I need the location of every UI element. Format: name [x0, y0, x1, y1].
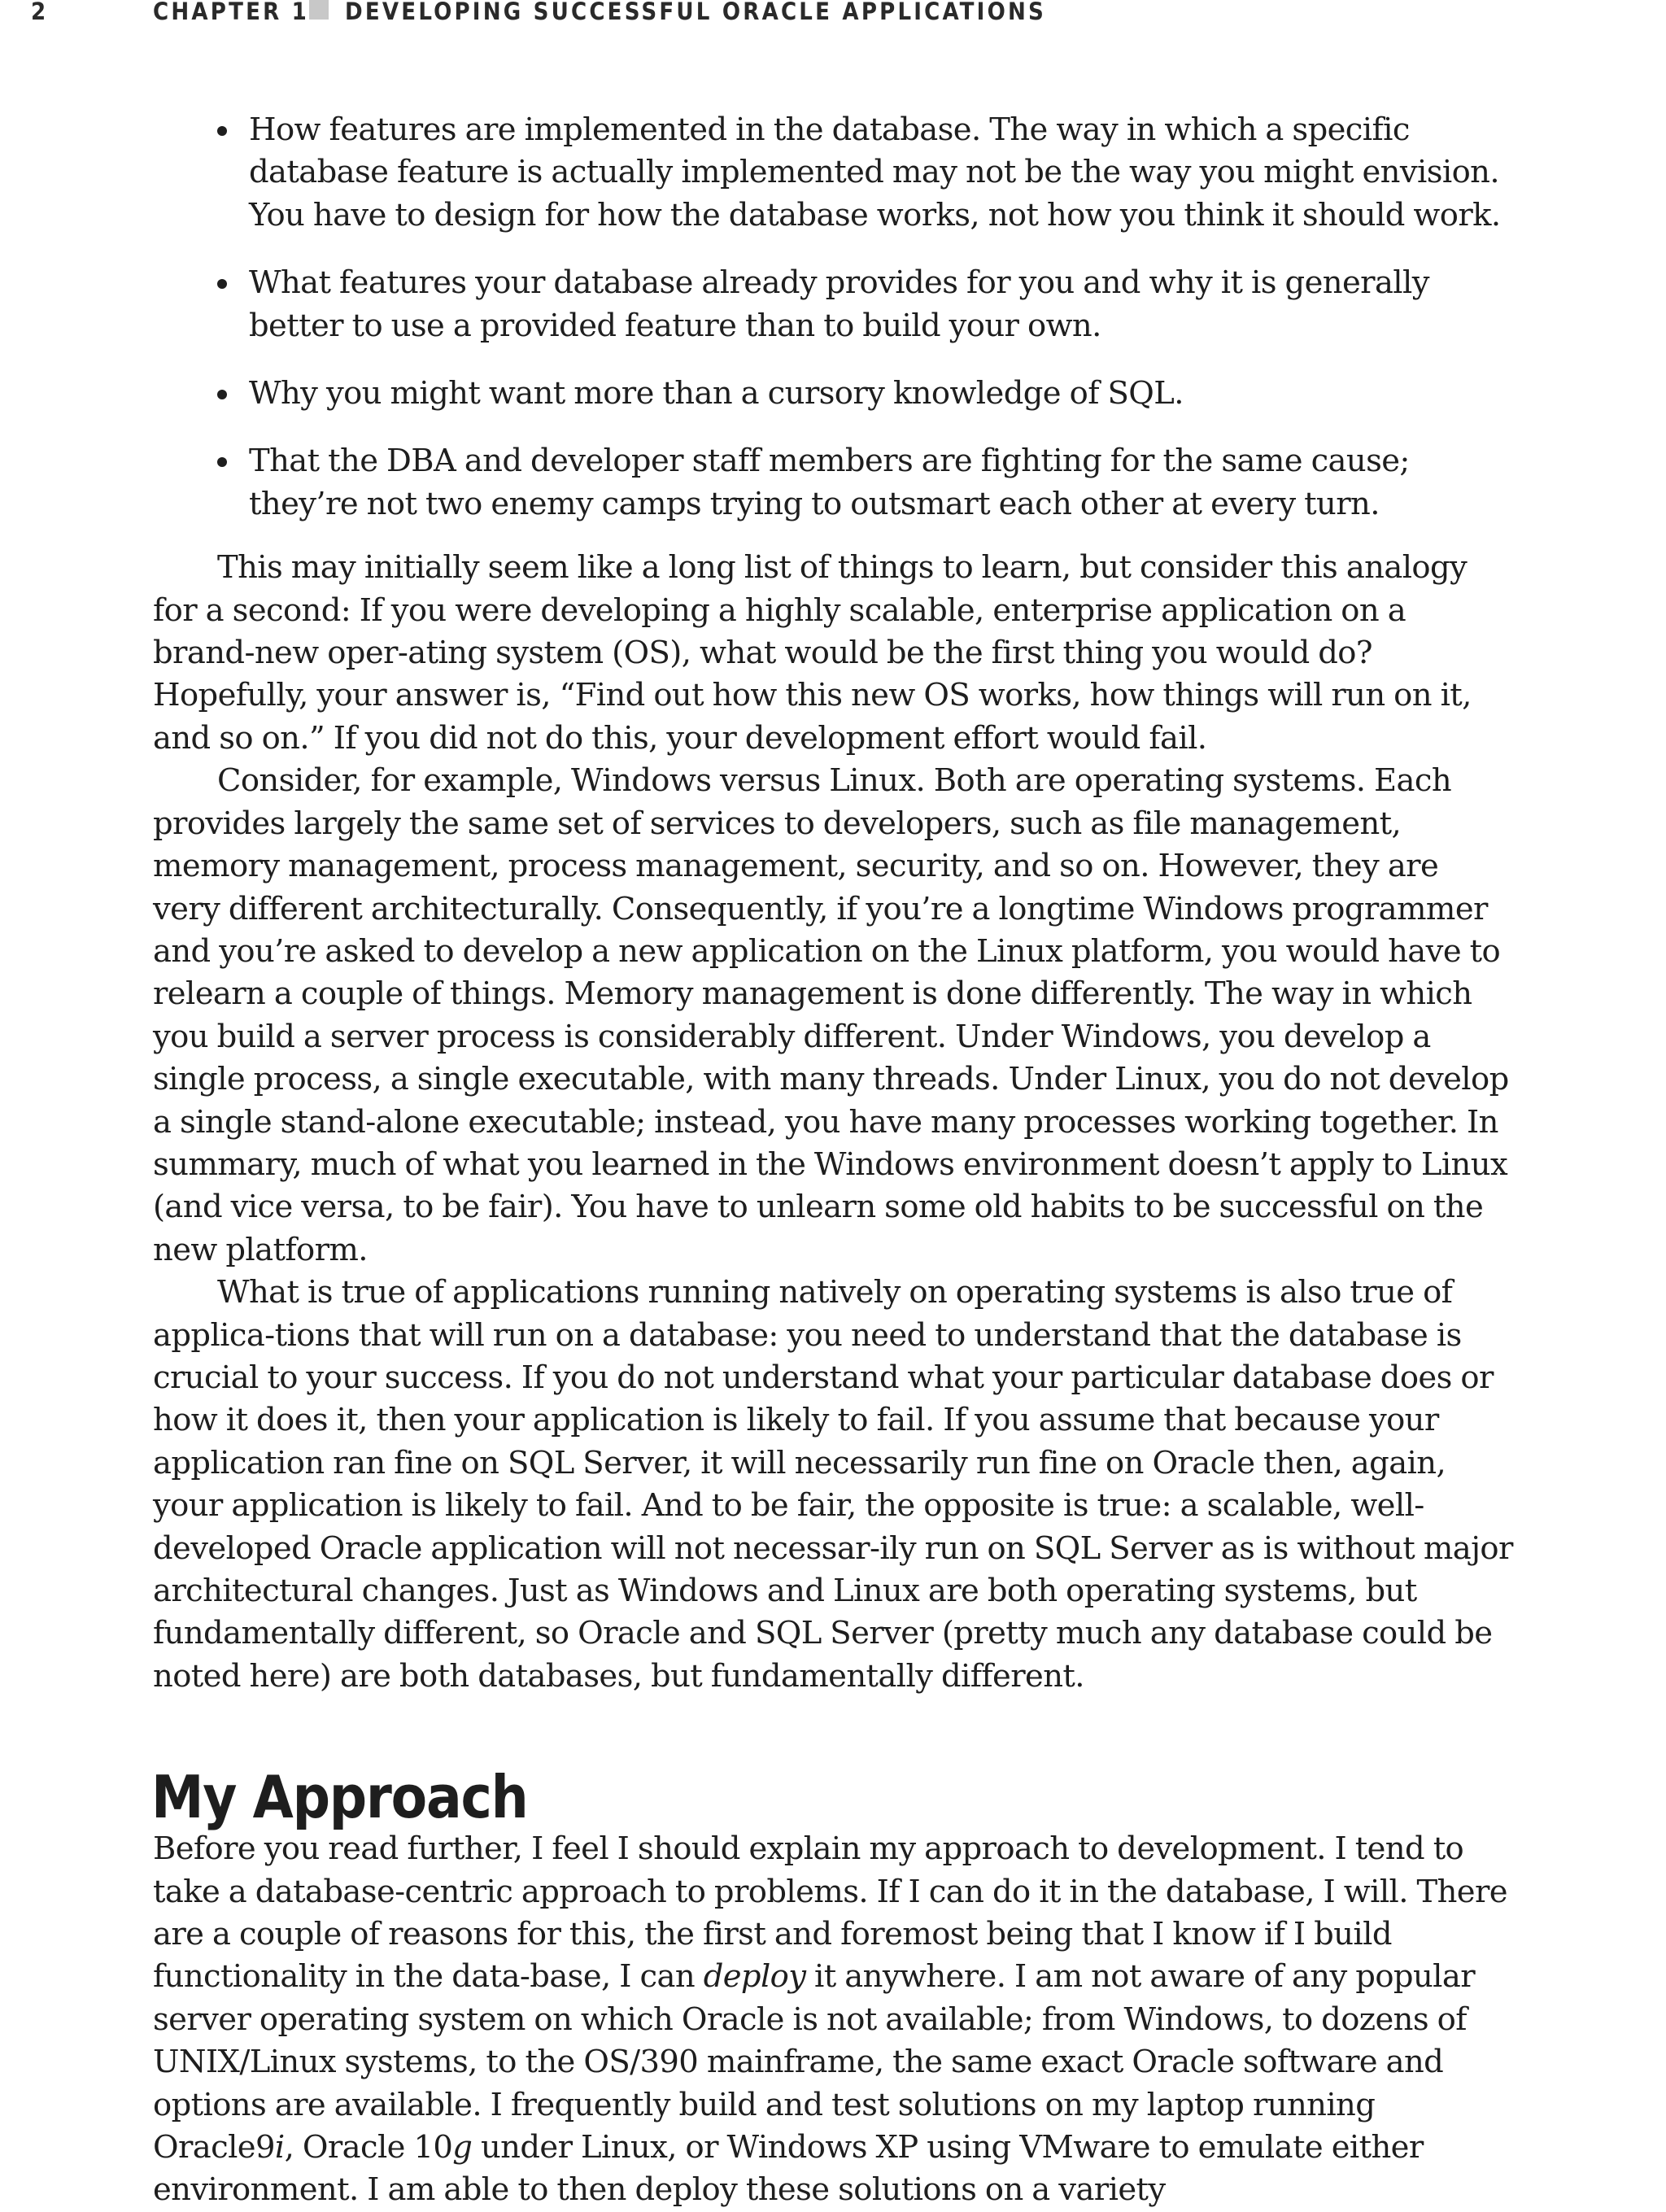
page-body: [153, 109, 1513, 2212]
list-item: [153, 440, 1513, 526]
section-paragraph: [153, 1828, 1513, 2212]
list-item-text: How features are implemented in the database. The way in which a specific database feature is actually implemented may not be the way you might envision. You have to design for how the database works, not how you think it should work.: [249, 111, 1501, 233]
list-item: [153, 109, 1513, 237]
paragraph: Consider, for example, Windows versus Linux. Both are operating systems. Each provides largely the same set of services to developers, such as file management, memory management, process management, security, and so on. However, they are very different architecturally. Consequently, if you’re a longtime Windows programmer and you’re asked to develop a new application on the Linux platform, you would have to relearn a couple of things. Memory management is done differently. The way in which you build a server process is considerably different. Under Windows, you develop a single process, a single executable, with many threads. Under Linux, you do not develop a single stand-alone executable; instead, you have many processes working together. In summary, much of what you learned in the Windows environment doesn’t apply to Linux (and vice versa, to be fair). You have to unlearn some old habits to be successful on the new platform.: [153, 762, 1509, 1268]
running-head: [0, 0, 1666, 26]
section-text-part: under Linux, or Windows XP using VMware to emulate either environment. I am able to then deploy these solutions on a variety: [153, 2129, 1424, 2209]
section-heading: My Approach: [151, 1763, 528, 1832]
list-item: [153, 373, 1513, 415]
section-text-part: Before you read further, I feel I should explain my approach to development. I tend to take a database-centric approach to problems. If I can do it in the database, I will. There are a couple of reasons for this, the first and foremost being that I know if I build functionality in the data-base, I can: [153, 1830, 1507, 1996]
chapter-label: CHAPTER 1: [153, 0, 310, 25]
paragraph: What is true of applications running natively on operating systems is also true of applica-tions that will run on a database: you need to understand that the database is crucial to your success. If you do not understand what your particular database does or how it does it, then your application is likely to fail. If you assume that because your application ran fine on SQL Server, it will necessarily run fine on Oracle then, again, your application is likely to fail. And to be fair, the opposite is true: a scalable, well-developed Oracle application will not necessar-ily run on SQL Server as is without major architectural changes. Just as Windows and Linux are both operating systems, but fundamentally different, so Oracle and SQL Server (pretty much any database could be noted here) are both databases, but fundamentally different.: [153, 1274, 1513, 1695]
version-suffix-g: g: [452, 2129, 473, 2166]
list-item-text: That the DBA and developer staff members are fighting for the same cause; they’re not two enemy camps trying to outsmart each other at every turn.: [249, 443, 1410, 522]
list-item-text: Why you might want more than a cursory knowledge of SQL.: [249, 375, 1184, 412]
section-text-part: , Oracle 10: [284, 2129, 453, 2166]
bullet-list: [153, 109, 1513, 526]
page-number: 2: [31, 0, 46, 25]
paragraph: This may initially seem like a long list of things to learn, but consider this analogy for a second: If you were developing a highly scalable, enterprise application on a brand-new oper-ating system (OS), what would be the first thing you would do? Hopefully, your answer is, “Find out how this new OS works, how things will run on it, and so on.” If you did not do this, your development effort would fail.: [153, 549, 1472, 757]
chapter-title: DEVELOPING SUCCESSFUL ORACLE APPLICATIONS: [345, 0, 1046, 25]
list-item: [153, 262, 1513, 347]
emphasis-deploy: deploy: [703, 1958, 806, 1996]
section-text-part: it anywhere. I am not aware of any popular server operating system on which Oracle is not available; from Windows, to dozens of UNIX/Linux systems, to the OS/390 mainframe, the same exact Oracle software and options are available. I frequently build and test solutions on my laptop running Oracle9: [153, 1958, 1476, 2166]
list-item-text: What features your database already provides for you and why it is generally better to use a provided feature than to build your own.: [249, 264, 1429, 344]
header-separator-square: [309, 0, 329, 20]
bullet-icon: [217, 279, 227, 289]
bullet-icon: [217, 126, 227, 136]
bullet-icon: [217, 390, 227, 399]
bullet-icon: [217, 457, 227, 467]
version-suffix-i: i: [274, 2129, 285, 2166]
